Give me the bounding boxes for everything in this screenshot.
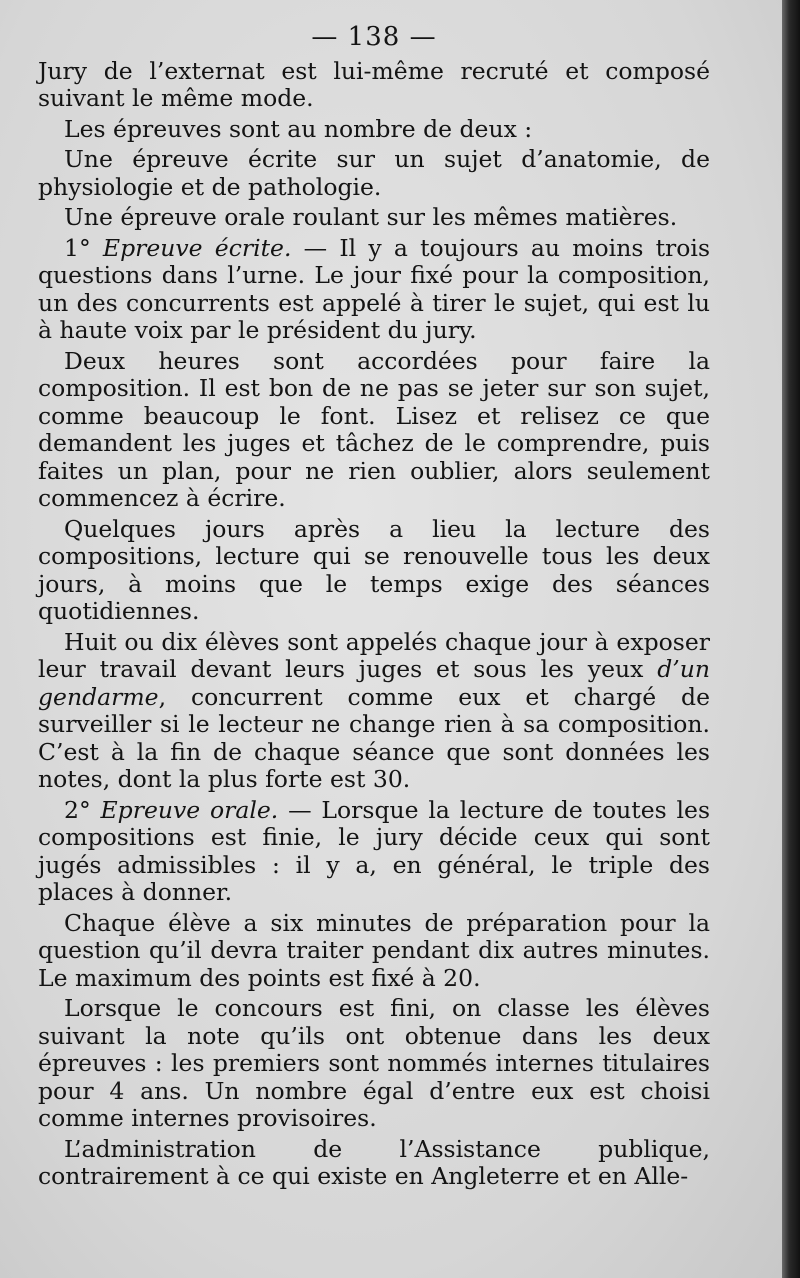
page-text: [38, 24, 710, 1194]
paragraph: Les épreuves sont au nombre de deux :: [64, 114, 533, 143]
paragraph: Quelques jours après a lieu la lecture des compositions, lecture qui se renouvelle tous les deux jours, à moins que le temps exige des séances quotidiennes.: [38, 514, 710, 625]
italic-phrase: d’un gendarme: [38, 655, 710, 711]
page-edge-shadow: [782, 0, 800, 1278]
paragraph: Lorsque le concours est fini, on classe les élèves suivant la note qu’ils ont obtenue dans les deux épreuves : les premiers sont nommés internes titulaires pour 4 ans. Un nombre égal d’entre eux est choisi comme internes provisoires.: [38, 994, 710, 1132]
section-heading: Epreuve orale.: [100, 795, 279, 824]
paragraph: Une épreuve orale roulant sur les mêmes matières.: [64, 203, 678, 231]
paragraph: 1° Epreuve écrite. — Il y a toujours au moins trois questions dans l’urne. Le jour fixé pour la composition, un des concurrents est appelé à tirer le sujet, qui est lu à haute voix par le président du jury.: [38, 233, 710, 344]
page-number: — 138 —: [311, 22, 437, 52]
paragraph: L’administration de l’Assistance publique, contrairement à ce qui existe en Angleterre et en Alle-: [38, 1134, 710, 1190]
section-heading: Epreuve écrite.: [102, 233, 292, 262]
paragraph: Huit ou dix élèves sont appelés chaque jour à exposer leur travail devant leurs juges et sous les yeux d’un gendarme, concurrent comme eux et chargé de surveiller si le lecteur ne change rien à sa composition. C’est à la fin de chaque séance que sont données les notes, dont la plus forte est 30.: [38, 627, 710, 793]
paragraph: Jury de l’externat est lui-même recruté et composé suivant le même mode.: [38, 56, 710, 112]
paragraph: Une épreuve écrite sur un sujet d’anatomie, de physiologie et de pathologie.: [38, 145, 710, 201]
paragraph: 2° Epreuve orale. — Lorsque la lecture de toutes les compositions est finie, le jury décide ceux qui sont jugés admissibles : il y a, en général, le triple des places à donner.: [38, 795, 710, 906]
paragraph: Deux heures sont accordées pour faire la composition. Il est bon de ne pas se jeter sur son sujet, comme beaucoup le font. Lisez et relisez ce que demandent les juges et tâchez de le comprendre, puis faites un plan, pour ne rien oublier, alors seulement commencez à écrire.: [38, 346, 710, 512]
paragraph: Chaque élève a six minutes de préparation pour la question qu’il devra traiter pendant dix autres minutes. Le maximum des points est fixé à 20.: [38, 908, 710, 992]
